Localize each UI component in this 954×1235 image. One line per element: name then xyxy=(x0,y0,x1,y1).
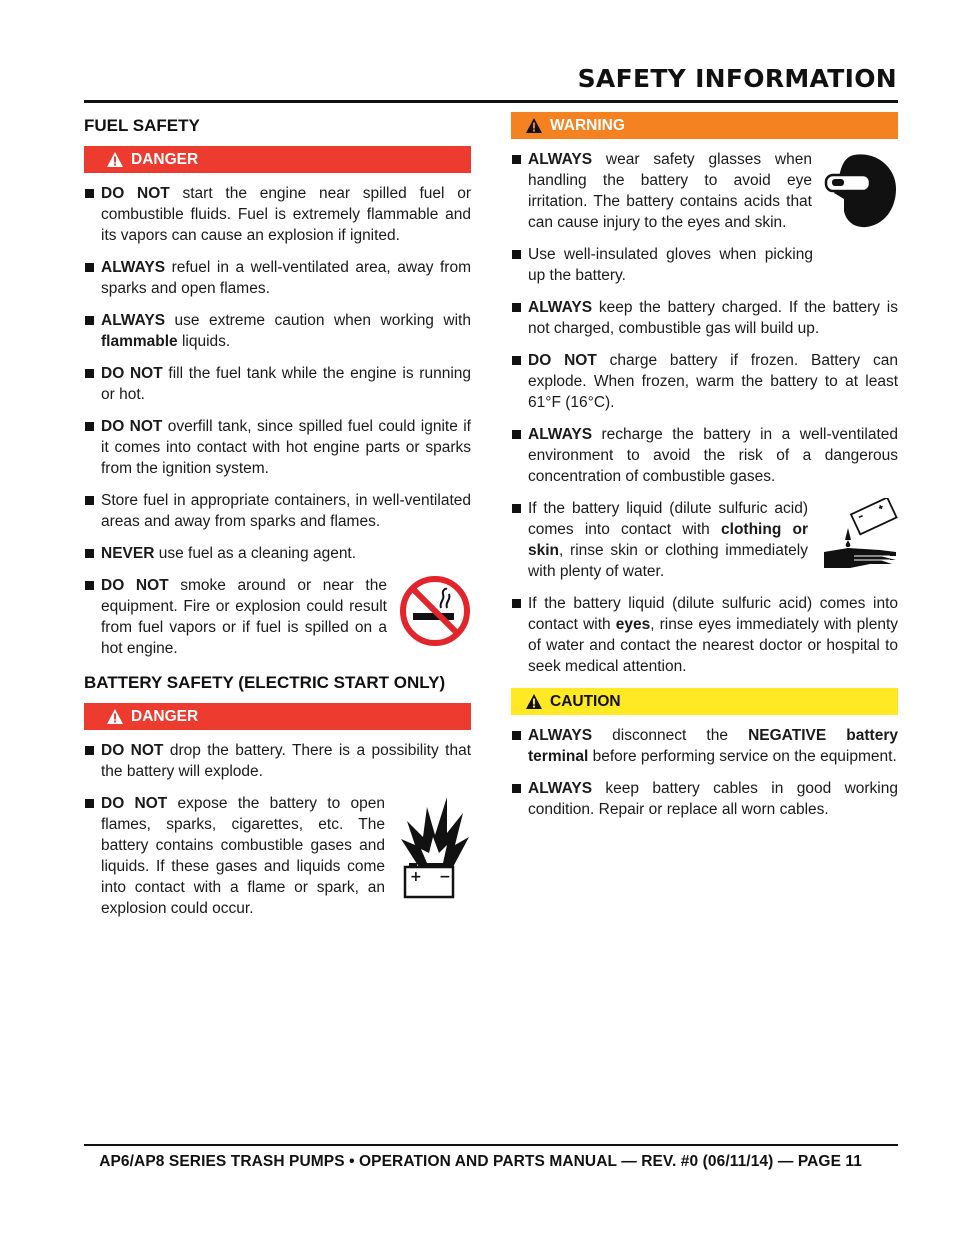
battery-safety-list xyxy=(84,740,471,919)
header-rule xyxy=(84,100,898,103)
minus-sign: − xyxy=(439,869,451,885)
list-item: DO NOT start the engine near spilled fuel or combustible fluids. Fuel is extremely flammable and its vapors can cause an explosion if ignited. xyxy=(84,183,471,246)
list-item: DO NOT overfill tank, since spilled fuel could ignite if it comes into contact with hot engine parts or sparks from the ignition system. xyxy=(84,416,471,479)
fuel-safety-list xyxy=(84,183,471,659)
caution-list xyxy=(511,725,898,820)
list-item: DO NOT expose the battery to open flames, sparks, cigarettes, etc. The battery contains combustible gases and liquids. If these gases and liquids come into contact with a flame or spark, an explosion could occur. + − xyxy=(84,793,471,919)
battery-danger-banner xyxy=(84,703,471,730)
banner-label: DANGER xyxy=(131,707,199,725)
warning-banner xyxy=(511,112,898,139)
list-item: Use well-insulated gloves when picking up the battery. xyxy=(511,244,898,286)
list-item: ALWAYS disconnect the NEGATIVE battery terminal before performing service on the equipment. xyxy=(511,725,898,767)
acid-on-hand-icon xyxy=(820,498,898,570)
list-item: DO NOT smoke around or near the equipment. Fire or explosion could result from fuel vapors or if fuel is spilled on a hot engine. xyxy=(84,575,471,659)
fuel-safety-heading: FUEL SAFETY xyxy=(84,116,200,135)
battery-safety-heading: BATTERY SAFETY (ELECTRIC START ONLY) xyxy=(84,673,446,692)
page-title: SAFETY INFORMATION xyxy=(577,64,897,93)
footer-rule xyxy=(84,1144,898,1146)
list-item: ALWAYS recharge the battery in a well-ventilated environment to avoid the risk of a dangerous concentration of combustible gases. xyxy=(511,424,898,487)
list-item: DO NOT charge battery if frozen. Battery can explode. When frozen, warm the battery to at least 61°F (16°C). xyxy=(511,350,898,413)
banner-label: DANGER xyxy=(131,150,199,168)
list-item: ALWAYS keep the battery charged. If the battery is not charged, combustible gas will build up. xyxy=(511,297,898,339)
warning-triangle-icon xyxy=(526,118,542,133)
banner-label: WARNING xyxy=(550,116,625,134)
warning-triangle-icon xyxy=(107,152,123,167)
warning-triangle-icon xyxy=(526,694,542,709)
list-item: Store fuel in appropriate containers, in well-ventilated areas and away from sparks and flames. xyxy=(84,490,471,532)
right-column xyxy=(511,112,898,831)
fuel-danger-banner xyxy=(84,146,471,173)
list-item: If the battery liquid (dilute sulfuric acid) comes into contact with eyes, rinse eyes immediately with plenty of water and contact the nearest doctor or hospital to seek medical attention. xyxy=(511,593,898,677)
list-item: ALWAYS refuel in a well-ventilated area, away from sparks and open flames. xyxy=(84,257,471,299)
page-footer: AP6/AP8 SERIES TRASH PUMPS • OPERATION AND PARTS MANUAL — REV. #0 (06/11/14) — PAGE 11 xyxy=(99,1153,862,1170)
list-item: DO NOT drop the battery. There is a possibility that the battery will explode. xyxy=(84,740,471,782)
list-item: ALWAYS wear safety glasses when handling the battery to avoid eye irritation. The battery contains acids that can cause injury to the eyes and skin. xyxy=(511,149,898,233)
list-item: ALWAYS use extreme caution when working with flammable liquids. xyxy=(84,310,471,352)
list-item: NEVER use fuel as a cleaning agent. xyxy=(84,543,471,564)
caution-banner xyxy=(511,688,898,715)
warning-triangle-icon xyxy=(107,709,123,724)
warning-list xyxy=(511,149,898,677)
safety-goggles-icon xyxy=(824,149,898,229)
banner-label: CAUTION xyxy=(550,692,621,710)
no-smoking-icon xyxy=(399,575,471,647)
list-item: ALWAYS keep battery cables in good working condition. Repair or replace all worn cables. xyxy=(511,778,898,820)
plus-sign: + xyxy=(410,869,422,885)
battery-explosion-icon xyxy=(397,793,471,901)
left-column xyxy=(84,112,471,930)
list-item: DO NOT fill the fuel tank while the engine is running or hot. xyxy=(84,363,471,405)
list-item: If the battery liquid (dilute sulfuric acid) comes into contact with clothing or skin, rinse skin or clothing immediately with plenty of water. xyxy=(511,498,898,582)
